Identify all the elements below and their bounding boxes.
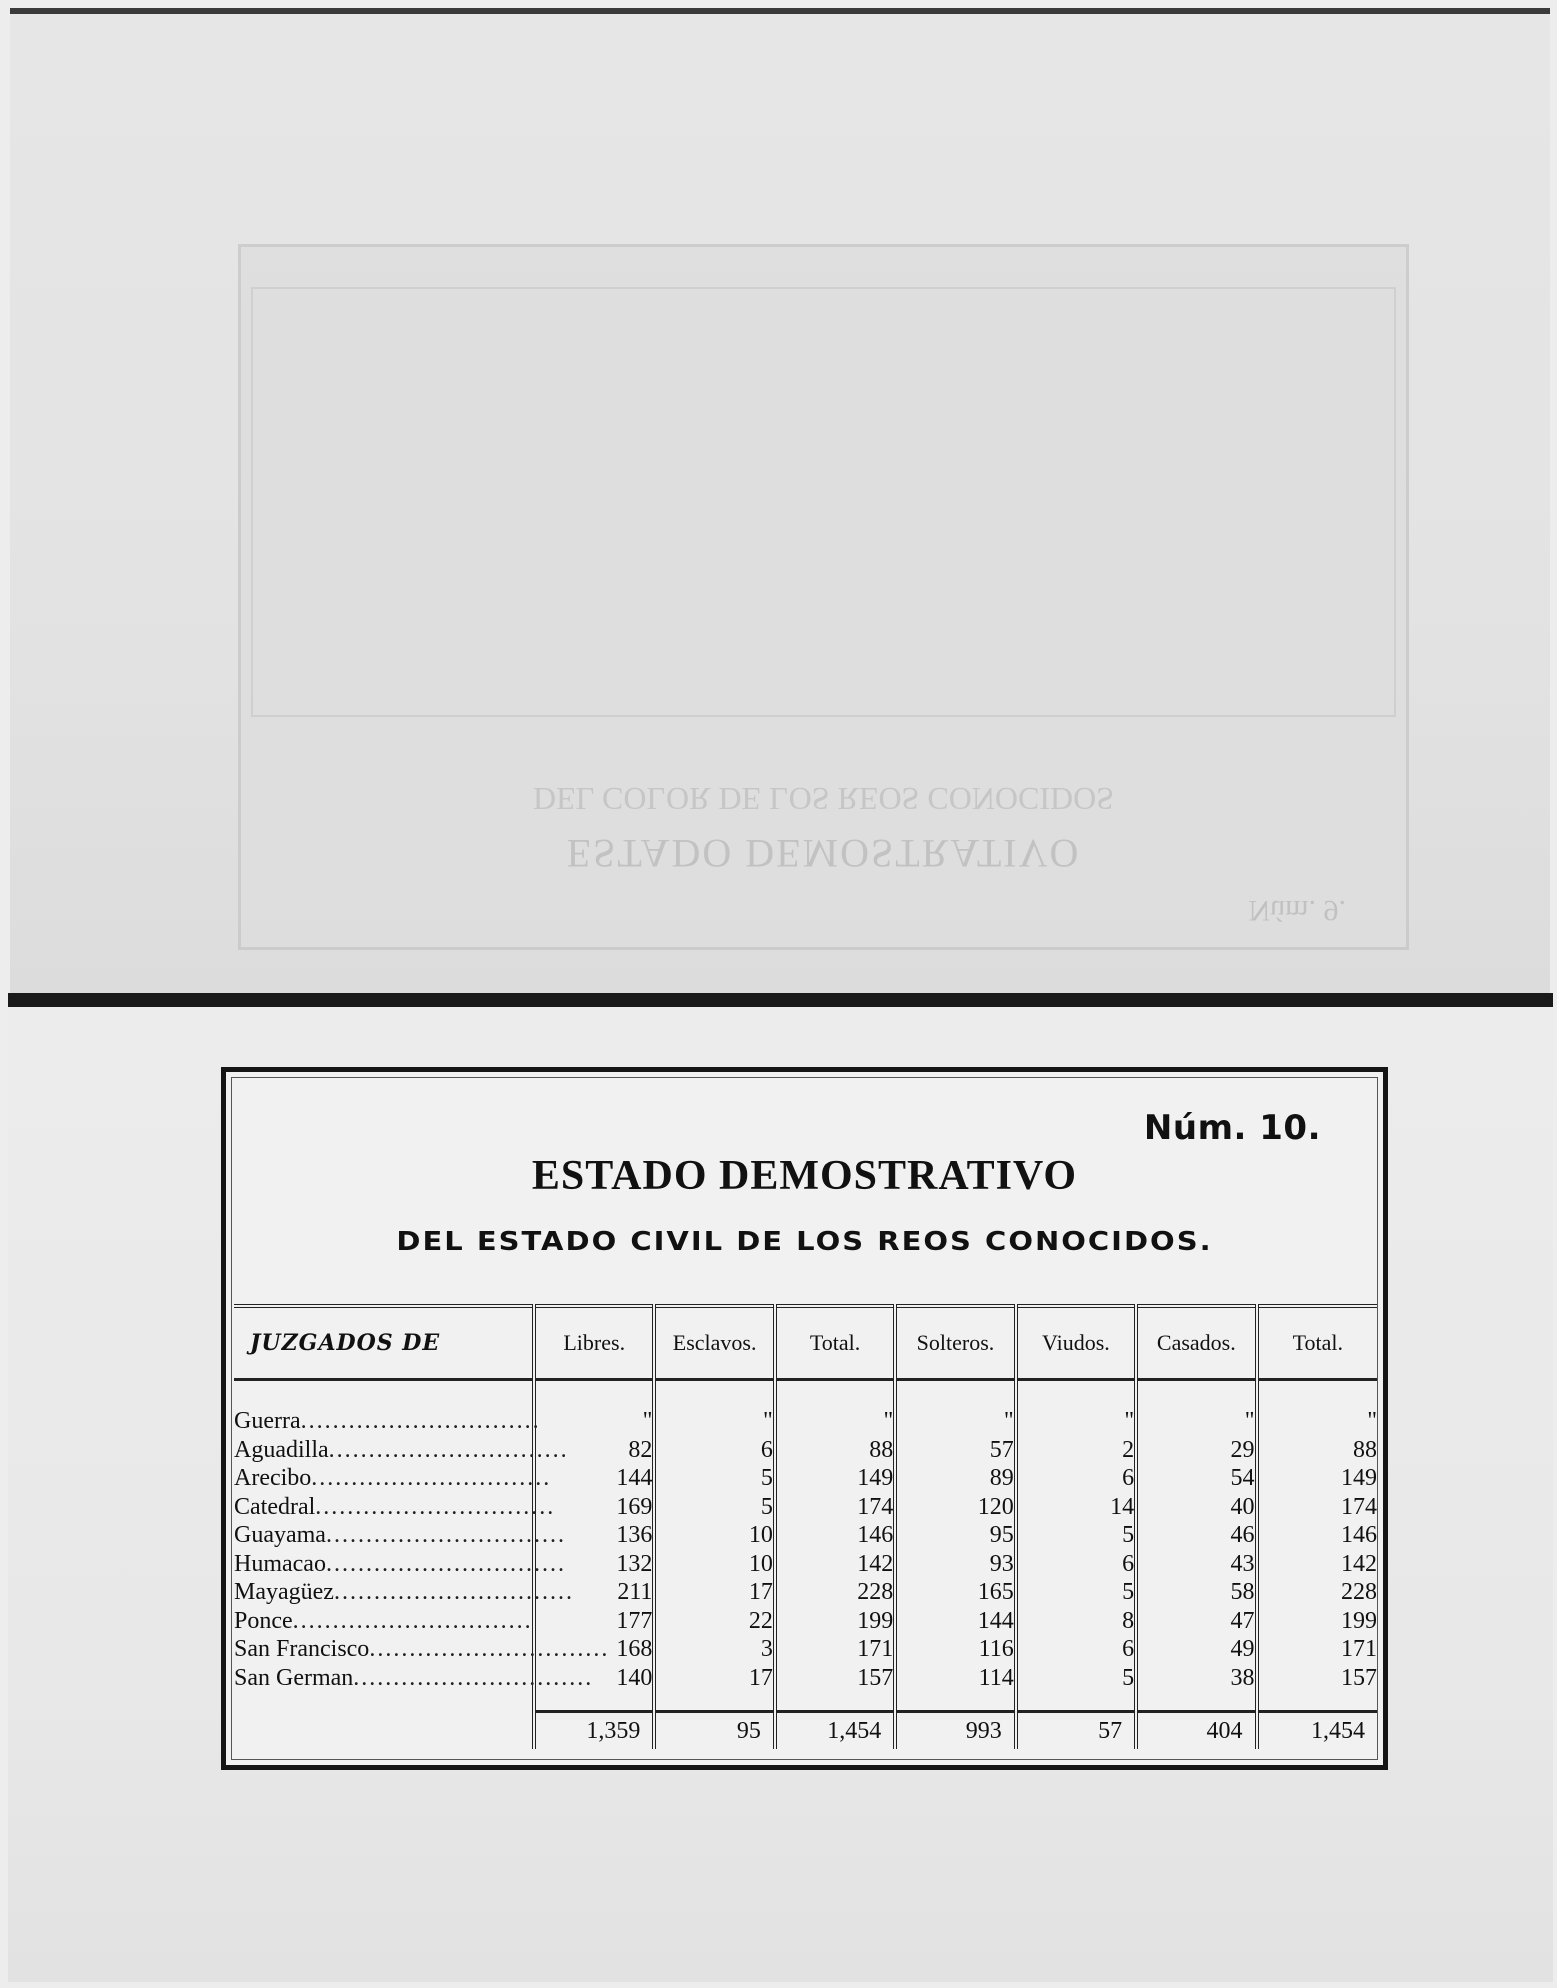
juzgado-name xyxy=(234,1635,610,1664)
cell-value: 146 xyxy=(775,1521,895,1550)
leader-dots: .............................. xyxy=(300,1408,541,1435)
juzgado-name xyxy=(234,1578,574,1607)
header-juzgados: JUZGADOS DE xyxy=(234,1306,534,1380)
bleed-through-page xyxy=(238,244,1409,950)
cell-value: 3 xyxy=(654,1635,774,1664)
cell-value: 165 xyxy=(895,1578,1015,1607)
ghost-number: Núm. 9. xyxy=(1248,894,1346,927)
cell-value: 93 xyxy=(895,1550,1015,1579)
cell-value: " xyxy=(895,1407,1015,1436)
juzgado-label: San German xyxy=(234,1664,354,1691)
leader-dots: .............................. xyxy=(311,1465,552,1492)
total-value: 1,454 xyxy=(1257,1712,1377,1750)
juzgado-label: Catedral xyxy=(234,1493,316,1520)
cell-value: 228 xyxy=(775,1578,895,1607)
table-row xyxy=(234,1664,1377,1693)
cell-value: 6 xyxy=(1016,1550,1136,1579)
table-body xyxy=(234,1380,1377,1750)
header-total-1: Total. xyxy=(775,1306,895,1380)
cell-value: 132 xyxy=(534,1550,654,1579)
civil-status-table xyxy=(234,1304,1377,1749)
cell-value: 17 xyxy=(654,1578,774,1607)
juzgado-label: Guerra xyxy=(234,1408,301,1435)
juzgado-label: Guayama xyxy=(234,1522,326,1549)
cell-value: 54 xyxy=(1136,1464,1256,1493)
table-row xyxy=(234,1521,1377,1550)
cell-value: 10 xyxy=(654,1550,774,1579)
upper-page xyxy=(10,8,1550,999)
cell-value: 199 xyxy=(775,1607,895,1636)
table-row xyxy=(234,1464,1377,1493)
cell-value: 5 xyxy=(654,1464,774,1493)
cell-value: 142 xyxy=(1257,1550,1377,1579)
cell-value: 5 xyxy=(1016,1578,1136,1607)
cell-value: 22 xyxy=(654,1607,774,1636)
header-casados: Casados. xyxy=(1136,1306,1256,1380)
juzgado-label: Ponce xyxy=(234,1607,293,1634)
juzgado-label: Aguadilla xyxy=(234,1436,329,1463)
cell-value: 149 xyxy=(775,1464,895,1493)
statistics-document xyxy=(221,1067,1388,1770)
cell-value: 5 xyxy=(654,1493,774,1522)
cell-value: 116 xyxy=(895,1635,1015,1664)
cell-value: 144 xyxy=(534,1464,654,1493)
cell-value: 10 xyxy=(654,1521,774,1550)
document-number: Núm. 10. xyxy=(1143,1108,1321,1148)
cell-value: 168 xyxy=(534,1635,654,1664)
cell-value: 140 xyxy=(534,1664,654,1693)
cell-value: 171 xyxy=(1257,1635,1377,1664)
leader-dots: .............................. xyxy=(292,1607,533,1634)
totals-label-cell xyxy=(234,1712,534,1750)
header-total-2: Total. xyxy=(1257,1306,1377,1380)
leader-dots: .............................. xyxy=(328,1436,569,1463)
header-solteros: Solteros. xyxy=(895,1306,1015,1380)
juzgado-name xyxy=(234,1664,594,1693)
cell-value: 95 xyxy=(895,1521,1015,1550)
cell-value: 174 xyxy=(1257,1493,1377,1522)
total-value: 1,454 xyxy=(775,1712,895,1750)
ghost-subtitle: DEL COLOR DE LOS REOS CONOCIDOS xyxy=(532,781,1115,817)
cell-value: " xyxy=(1257,1407,1377,1436)
cell-value: " xyxy=(775,1407,895,1436)
juzgado-name xyxy=(234,1464,552,1493)
table-row xyxy=(234,1436,1377,1465)
cell-value: 47 xyxy=(1136,1607,1256,1636)
cell-value: 88 xyxy=(775,1436,895,1465)
cell-value: 6 xyxy=(1016,1635,1136,1664)
cell-value: 199 xyxy=(1257,1607,1377,1636)
total-value: 57 xyxy=(1016,1712,1136,1750)
cell-value: 49 xyxy=(1136,1635,1256,1664)
cell-value: " xyxy=(1136,1407,1256,1436)
cell-value: 157 xyxy=(775,1664,895,1693)
cell-value: 177 xyxy=(534,1607,654,1636)
leader-dots: .............................. xyxy=(333,1579,574,1606)
cell-value: 136 xyxy=(534,1521,654,1550)
cell-value: 142 xyxy=(775,1550,895,1579)
juzgado-label: Mayagüez xyxy=(234,1579,334,1606)
total-value: 1,359 xyxy=(534,1712,654,1750)
table-row xyxy=(234,1550,1377,1579)
ghost-title: ESTADO DEMOSTRATIVO xyxy=(566,831,1081,876)
leader-dots: .............................. xyxy=(325,1550,566,1577)
cell-value: 171 xyxy=(775,1635,895,1664)
document-title: ESTADO DEMOSTRATIVO xyxy=(531,1153,1078,1199)
juzgado-name xyxy=(234,1607,534,1636)
juzgado-name xyxy=(234,1493,556,1522)
juzgado-name xyxy=(234,1407,541,1436)
cell-value: 149 xyxy=(1257,1464,1377,1493)
table-row xyxy=(234,1607,1377,1636)
spacer-row xyxy=(234,1380,1377,1408)
cell-value: 6 xyxy=(1016,1464,1136,1493)
cell-value: 17 xyxy=(654,1664,774,1693)
header-row xyxy=(234,1306,1377,1380)
juzgado-name xyxy=(234,1521,566,1550)
cell-value: 5 xyxy=(1016,1664,1136,1693)
total-value: 993 xyxy=(895,1712,1015,1750)
cell-value: 58 xyxy=(1136,1578,1256,1607)
cell-value: 5 xyxy=(1016,1521,1136,1550)
leader-dots: .............................. xyxy=(325,1522,566,1549)
cell-value: 114 xyxy=(895,1664,1015,1693)
table-row xyxy=(234,1635,1377,1664)
page-divider xyxy=(8,993,1553,1007)
cell-value: 46 xyxy=(1136,1521,1256,1550)
header-libres: Libres. xyxy=(534,1306,654,1380)
cell-value: 38 xyxy=(1136,1664,1256,1693)
cell-value: 82 xyxy=(534,1436,654,1465)
table-row xyxy=(234,1407,1377,1436)
juzgado-label: Humacao xyxy=(234,1550,326,1577)
cell-value: 40 xyxy=(1136,1493,1256,1522)
cell-value: 43 xyxy=(1136,1550,1256,1579)
juzgado-name xyxy=(234,1550,566,1579)
header-esclavos: Esclavos. xyxy=(654,1306,774,1380)
cell-value: " xyxy=(534,1407,654,1436)
cell-value: 14 xyxy=(1016,1493,1136,1522)
total-value: 95 xyxy=(654,1712,774,1750)
header-viudos: Viudos. xyxy=(1016,1306,1136,1380)
ghost-table-outline xyxy=(251,287,1396,717)
cell-value: 8 xyxy=(1016,1607,1136,1636)
juzgado-name xyxy=(234,1436,569,1465)
document-subtitle: DEL ESTADO CIVIL DE LOS REOS CONOCIDOS. xyxy=(396,1225,1213,1257)
cell-value: 144 xyxy=(895,1607,1015,1636)
cell-value: 120 xyxy=(895,1493,1015,1522)
table-row xyxy=(234,1578,1377,1607)
total-value: 404 xyxy=(1136,1712,1256,1750)
cell-value: 157 xyxy=(1257,1664,1377,1693)
cell-value: " xyxy=(1016,1407,1136,1436)
juzgado-label: San Francisco xyxy=(234,1636,370,1663)
cell-value: " xyxy=(654,1407,774,1436)
cell-value: 211 xyxy=(534,1578,654,1607)
spacer-row xyxy=(234,1692,1377,1712)
cell-value: 2 xyxy=(1016,1436,1136,1465)
totals-row xyxy=(234,1712,1377,1750)
cell-value: 89 xyxy=(895,1464,1015,1493)
cell-value: 88 xyxy=(1257,1436,1377,1465)
cell-value: 6 xyxy=(654,1436,774,1465)
cell-value: 228 xyxy=(1257,1578,1377,1607)
cell-value: 146 xyxy=(1257,1521,1377,1550)
cell-value: 29 xyxy=(1136,1436,1256,1465)
juzgado-label: Arecibo xyxy=(234,1465,312,1492)
cell-value: 57 xyxy=(895,1436,1015,1465)
cell-value: 174 xyxy=(775,1493,895,1522)
leader-dots: .............................. xyxy=(315,1493,556,1520)
table-row xyxy=(234,1493,1377,1522)
cell-value: 169 xyxy=(534,1493,654,1522)
leader-dots: .............................. xyxy=(353,1664,594,1691)
leader-dots: .............................. xyxy=(369,1636,610,1663)
